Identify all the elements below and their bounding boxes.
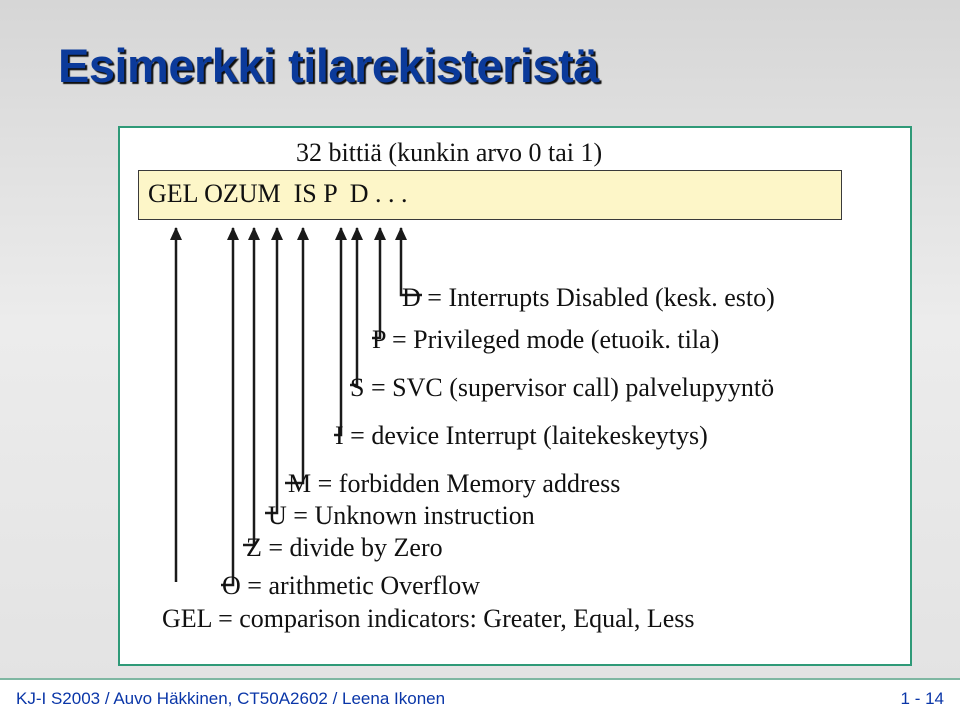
page-number: 1 - 14: [900, 689, 944, 708]
arrow-m: [285, 228, 303, 483]
register-bits: GEL OZUM IS P D . . .: [148, 179, 408, 208]
arrow-s: [350, 228, 357, 385]
arrowhead-z: [248, 227, 260, 240]
label-u: U = Unknown instruction: [268, 501, 535, 530]
label-m: M = forbidden Memory address: [288, 469, 621, 498]
label-d: D = Interrupts Disabled (kesk. esto): [402, 283, 775, 312]
label-gel: GEL = comparison indicators: Greater, Equal, Less: [162, 604, 695, 633]
arrowhead-u: [271, 227, 283, 240]
arrowhead-o: [227, 227, 239, 240]
arrowhead-d: [395, 227, 407, 240]
label-p: P = Privileged mode (etuoik. tila): [372, 325, 720, 354]
arrowhead-p: [374, 227, 386, 240]
label-o: O = arithmetic Overflow: [222, 571, 480, 600]
arrow-o: [221, 228, 233, 585]
arrow-u: [265, 228, 277, 513]
arrowhead-m: [297, 227, 309, 240]
footer: [0, 678, 960, 720]
label-s: S = SVC (supervisor call) palvelupyyntö: [350, 373, 775, 402]
label-z: Z = divide by Zero: [246, 533, 443, 562]
label-i: I = device Interrupt (laitekeskeytys): [335, 421, 708, 450]
arrowhead-gel: [170, 227, 182, 240]
arrow-z: [243, 228, 254, 545]
arrow-p: [372, 228, 380, 338]
footer-credits: KJ-I S2003 / Auvo Häkkinen, CT50A2602 / Leena Ikonen: [16, 689, 446, 708]
slide-title: Esimerkki tilarekisteristä: [58, 39, 599, 92]
arrowhead-i: [335, 227, 347, 240]
arrowhead-s: [351, 227, 363, 240]
bits-caption: 32 bittiä (kunkin arvo 0 tai 1): [296, 138, 603, 167]
arrow-i: [334, 228, 341, 435]
